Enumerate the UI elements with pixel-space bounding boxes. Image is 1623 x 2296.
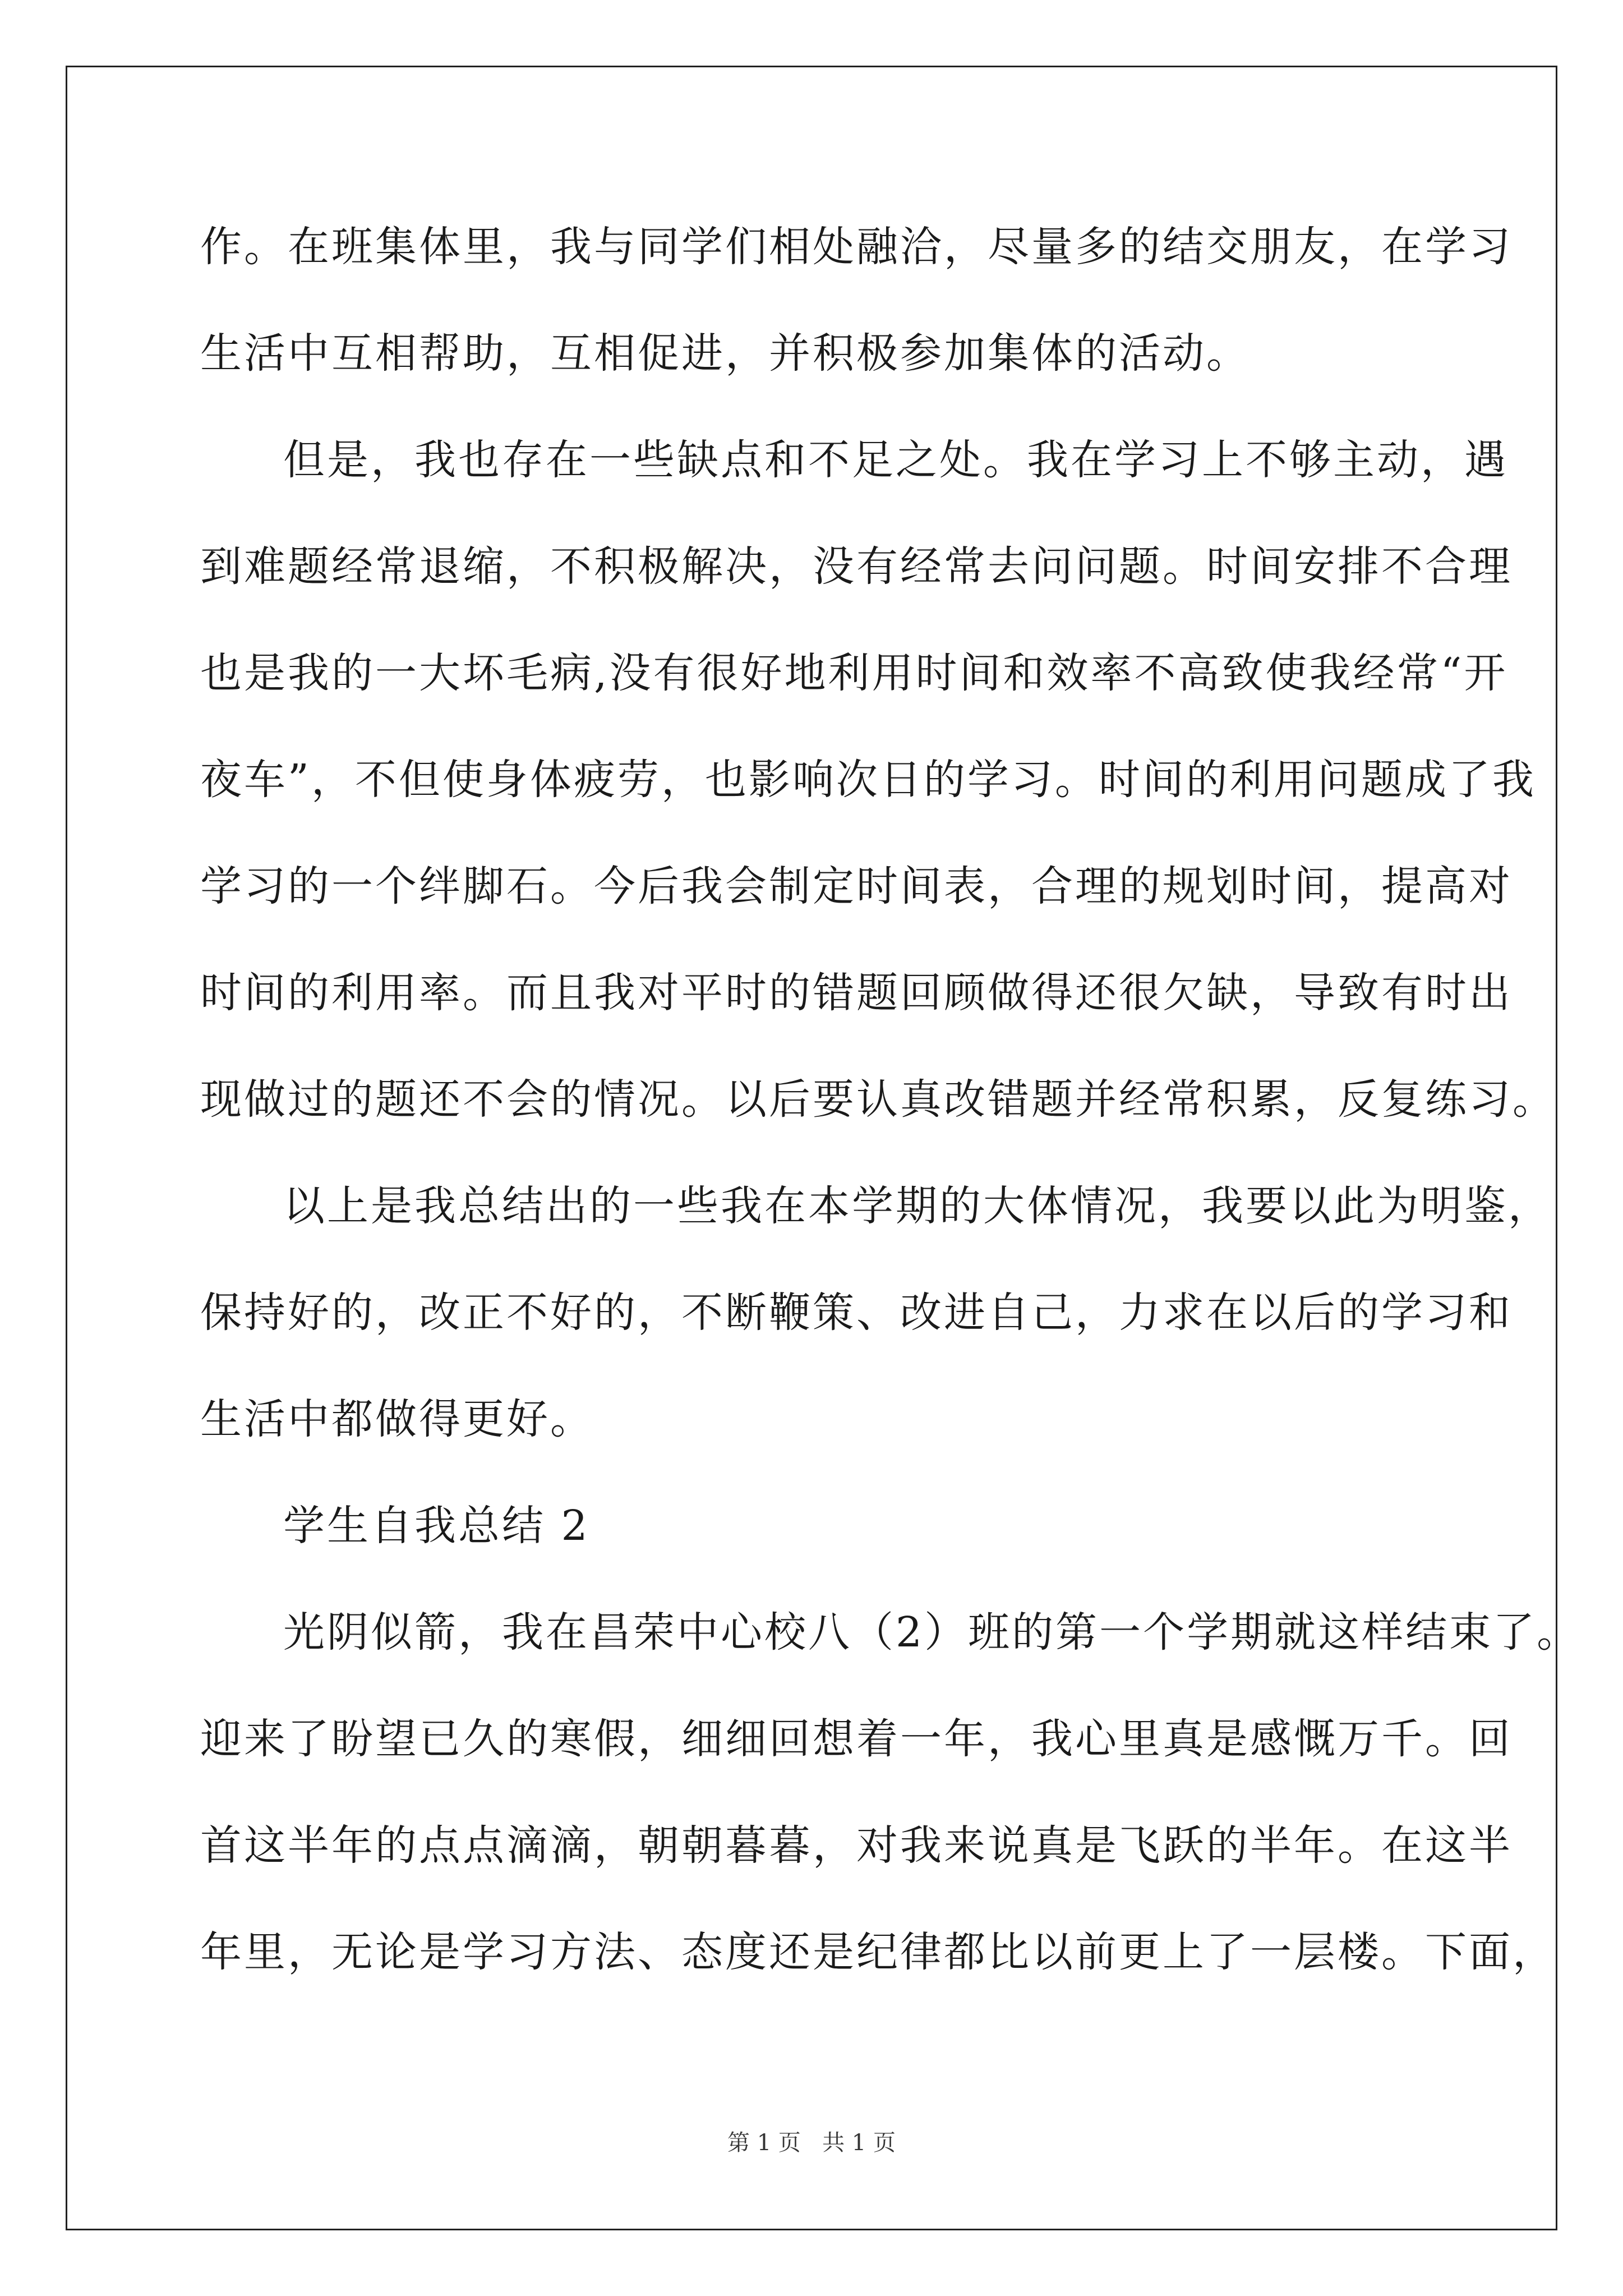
text-line: 首这半年的点点滴滴，朝朝暮暮，对我来说真是飞跃的半年。在这半 <box>200 1821 1513 1870</box>
text-line: 现做过的题还不会的情况。以后要认真改错题并经常积累，反复练习。 <box>200 1075 1556 1124</box>
text-line: 年里，无论是学习方法、态度还是纪律都比以前更上了一层楼。下面， <box>200 1928 1556 1976</box>
paragraph-start-line: 以上是我总结出的一些我在本学期的大体情况，我要以此为明鉴， <box>283 1182 1552 1230</box>
text-line: 时间的利用率。而且我对平时的错题回顾做得还很欠缺，导致有时出 <box>200 969 1513 1017</box>
page-border <box>66 66 1557 2230</box>
page-footer: 第 1 页 共 1 页 <box>727 2130 896 2156</box>
text-line: 到难题经常退缩，不积极解决，没有经常去问问题。时间安排不合理 <box>200 542 1513 591</box>
text-line: 作。在班集体里，我与同学们相处融洽，尽量多的结交朋友，在学习 <box>200 223 1513 271</box>
paragraph-start-line: 光阴似箭，我在昌荣中心校八（2）班的第一个学期就这样结束了。 <box>283 1608 1581 1657</box>
text-line: 生活中互相帮助，互相促进，并积极参加集体的活动。 <box>200 329 1250 378</box>
text-line: 生活中都做得更好。 <box>200 1395 594 1443</box>
paragraph-start-line: 但是，我也存在一些缺点和不足之处。我在学习上不够主动，遇 <box>283 436 1508 484</box>
text-line: 学习的一个绊脚石。今后我会制定时间表，合理的规划时间，提高对 <box>200 862 1513 910</box>
text-line: 保持好的，改正不好的，不断鞭策、改进自己，力求在以后的学习和 <box>200 1289 1513 1337</box>
section-heading: 学生自我总结 2 <box>283 1502 590 1550</box>
text-line: 迎来了盼望已久的寒假，细细回想着一年，我心里真是感慨万千。回 <box>200 1715 1513 1763</box>
text-line: 也是我的一大坏毛病,没有很好地利用时间和效率不高致使我经常“开 <box>200 649 1508 697</box>
text-line: 夜车”，不但使身体疲劳，也影响次日的学习。时间的利用问题成了我 <box>200 756 1536 804</box>
